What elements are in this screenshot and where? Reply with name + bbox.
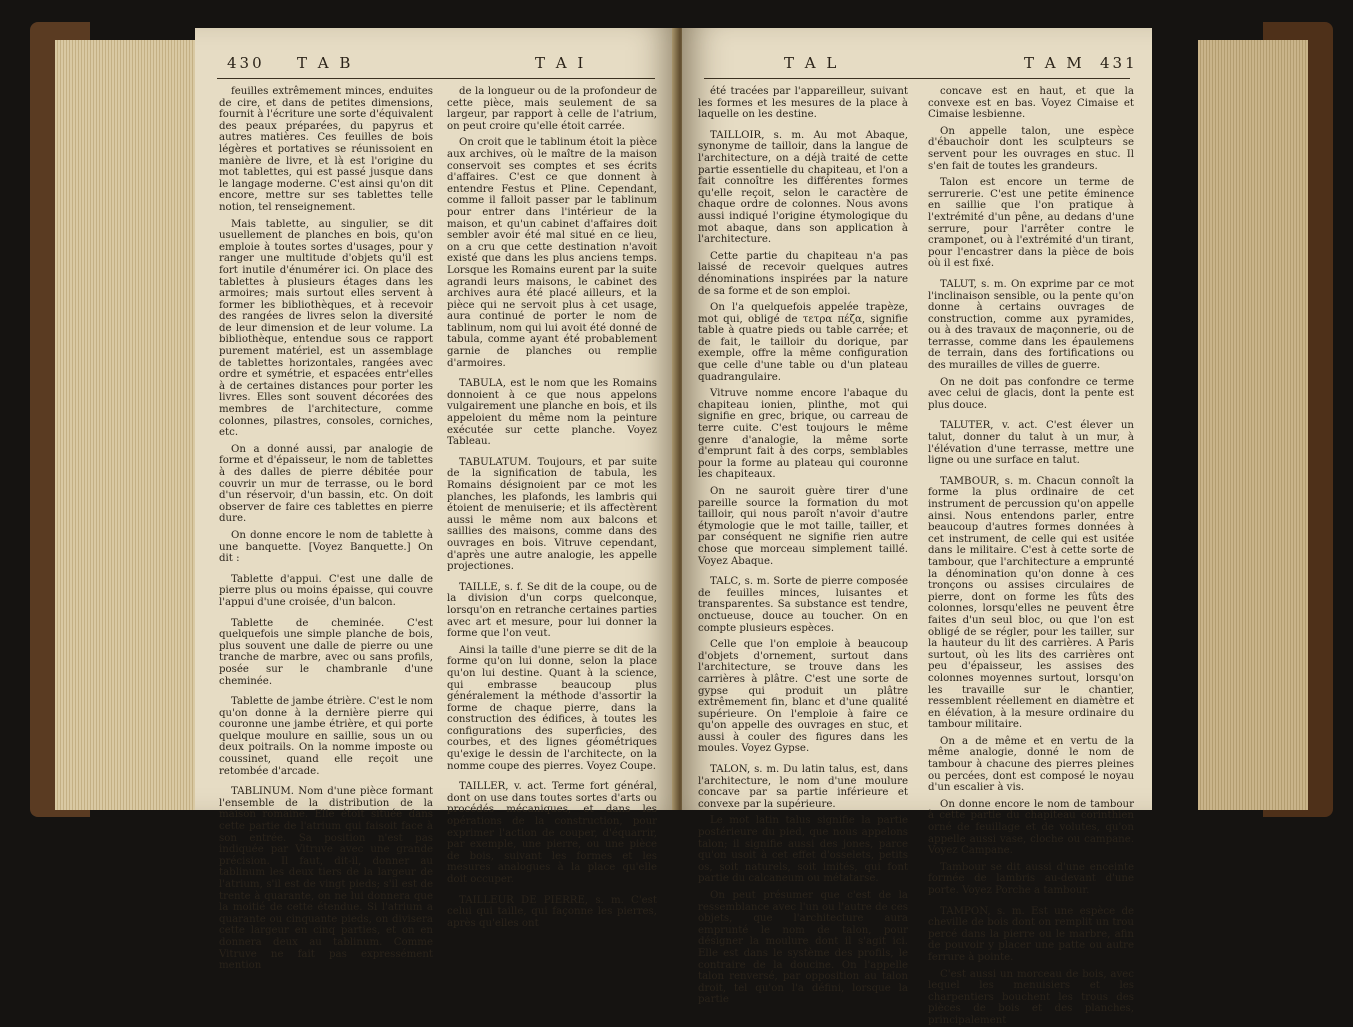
right-page — [682, 28, 1152, 1026]
paragraph: Cette partie du chapiteau n'a pas laissé de recevoir quelques autres dénominations inspirées par la nature de sa forme et de son emploi. — [698, 250, 908, 297]
paragraph: TALON, s. m. Du latin talus, est, dans l'architecture, le nom d'une moulure concave par sa partie inférieure et convexe par la supérieure. — [698, 764, 908, 810]
paragraph: TALC, s. m. Sorte de pierre composée de feuilles minces, luisantes et transparentes. Sa substance est tendre, onctueuse, douce au toucher. On en compte plusieurs espèces. — [698, 576, 908, 634]
left-column-1 — [219, 86, 433, 972]
paragraph: TABLINUM. Nom d'une pièce formant l'ensemble de la distribution de la maison romaine. Elle étoit située dans cette partie de l'atrium qui faisoit face à son entrée. Sa position n'est pas indiquée par Vitruve avec une grande précision. Il faut, dit-il, donner au tablinum les deux tiers de la largeur de l'atrium, s'il est de vingt pieds; s'il est de trente à quarante, on ne lui donnera que la moitié de cette étendue. Si l'atrium a quarante ou cinquante pieds, on divisera cette largeur en cinq parties, et on en donnera deux au tablinum. Comme Vitruve ne fait pas expressément mention — [219, 786, 433, 972]
paragraph: On donne encore le nom de tablette à une banquette. [Voyez Banquette.] On dit : — [219, 529, 433, 565]
paragraph: été tracées par l'appareilleur, suivant les formes et les mesures de la place à laquelle on les destine. — [698, 86, 908, 121]
paragraph: concave est en haut, et que la convexe est en bas. Voyez Cimaise et Cimaise lesbienne. — [928, 86, 1134, 121]
right-running-header — [704, 54, 1138, 80]
paragraph: de la longueur ou de la profondeur de cette pièce, mais seulement de sa largeur, par rapport à celle de l'atrium, on peut croire qu'elle étoit carrée. — [447, 86, 657, 132]
page-edges-left — [55, 40, 195, 810]
paragraph: TALUT, s. m. On exprime par ce mot l'inclinaison sensible, ou la pente qu'on donne à certains ouvrages de construction, comme aux pyramides, ou à des travaux de maçonnerie, ou de terrasse, comme dans les épaulemens de terrain, dans des fortifications ou des murailles de villes de guerre. — [928, 278, 1134, 372]
paragraph: Talon est encore un terme de serrurerie. C'est une petite éminence en saillie que l'on pratique à l'extrémité d'un pêne, au dedans d'une serrure, pour l'arrêter contre le cramponet, ou à l'extrémité d'un tirant, pour l'encastrer dans la pièce de bois où il est fixé. — [928, 177, 1134, 270]
paragraph: On l'a quelquefois appelée trapèze, mot qui, obligé de τετρα πέζα, signifie table à quatre pieds ou table carrée; et de fait, le tailloir du dorique, par exemple, offre la même configuration que celle d'une table ou d'un plateau quadrangulaire. — [698, 302, 908, 383]
paragraph: C'est aussi un morceau de bois, avec lequel les menuisiers et les charpentiers bouchent les trous des pièces de bois et des planches, principalement — [928, 968, 1134, 1026]
header-rule — [704, 78, 1130, 79]
paragraph: On donne encore le nom de tambour à cette partie du chapiteau corinthien orné de feuillage et de volutes, qu'on appelle aussi vase, cloche ou campane. Voyez Campane. — [928, 798, 1134, 857]
paragraph: Ainsi la taille d'une pierre se dit de la forme qu'on lui donne, selon la place qu'on lui destine. Quant à la science, qui embrasse beaucoup plus généralement la méthode d'assortir la forme de chaque pierre, dans la construction des édifices, à toutes les configurations des superficies, des courbes, et des lignes géométriques qu'exige le dessin de l'architecte, on la nomme coupe des pierres. Voyez Coupe. — [447, 644, 657, 772]
paragraph: TALUTER, v. act. C'est élever un talut, donner du talut à un mur, à l'élévation d'une terrasse, mettre une ligne ou une surface en talut. — [928, 420, 1134, 467]
paragraph: Tablette d'appui. C'est une dalle de pierre plus ou moins épaisse, qui couvre l'appui d'une croisée, d'un balcon. — [219, 573, 433, 608]
paragraph: On peut présumer que c'est de la ressemblance avec l'un ou l'autre de ces objets, que l'architecture aura emprunté le nom de talon, pour désigner la moulure dont il s'agit ici. Elle est dans le système des profils, le contraire de la doucine. On l'appelle talon renversé, par opposition au talon droit, tel qu'on l'a défini, lorsque la partie — [698, 890, 908, 1006]
paragraph: Le mot latin talus signifie la partie postérieure du pied, que nous appelons talon; il signifie aussi des jones, parce qu'on usoit à cet effet d'osselets, petits os, soit naturels, soit imités, qui font partie du calcaneum ou métatarse. — [698, 815, 908, 885]
paragraph: On a donné aussi, par analogie de forme et d'épaisseur, le nom de tablettes à des dalles de pierre débitée pour couvrir un mur de terrasse, ou le bord d'un réservoir, d'un bassin, etc. On doit observer de faire ces tablettes en pierre dure. — [219, 443, 433, 525]
right-column-2 — [928, 86, 1134, 1026]
running-head-right: T A M — [1024, 54, 1085, 72]
paragraph: Vitruve nomme encore l'abaque du chapiteau ionien, plinthe, mot qui signifie en grec, brique, ou carreau de terre cuite. C'est toujours le même genre d'analogie, la même sorte d'emprunt fait à des corps, semblables pour la forme au plateau qui couronne les chapiteaux. — [698, 388, 908, 481]
header-rule — [217, 78, 655, 79]
paragraph: On ne sauroit guère tirer d'une pareille source la formation du mot tailloir, qui nous paroît n'avoir d'autre étymologie que le mot taille, tailler, et par conséquent ne signifie rien autre chose que morceau simplement taillé. Voyez Abaque. — [698, 486, 908, 567]
paragraph: Mais tablette, au singulier, se dit usuellement de planches en bois, qu'on emploie à toutes sortes d'usages, pour y ranger une multitude d'objets qu'il est fort inutile d'énumérer ici. On place des tablettes à plusieurs étages dans les armoires; mais surtout elles servent à former les bibliothèques, et à recevoir des rangées de livres selon la diversité de leur dimension et de leur volume. La bibliothèque, entendue sous ce rapport purement matériel, est un assemblage de tablettes horizontales, rangées avec ordre et symétrie, et espacées entr'elles à de certaines distances pour porter les livres. Elles sont souvent décorées des membres de l'architecture, comme colonnes, pilastres, consoles, corniches, etc. — [219, 218, 433, 439]
paragraph: On a de même et en vertu de la même analogie, donné le nom de tambour à chacune des pierres pleines ou percées, dont est composé le noyau d'un escalier à vis. — [928, 735, 1134, 794]
running-head-left: T A L — [784, 54, 840, 72]
paragraph: TABULA, est le nom que les Romains donnoient à ce que nous appelons vulgairement une planche en bois, et ils appeloient du même nom la peinture exécutée sur cette planche. Voyez Tableau. — [447, 378, 657, 448]
paragraph: TAILLOIR, s. m. Au mot Abaque, synonyme de tailloir, dans la langue de l'architecture, on a déjà traité de cette partie essentielle du chapiteau, et l'on a fait connoître les différentes formes qu'elle reçoit, selon le caractère de chaque ordre de colonnes. Nous avons aussi indiqué l'origine étymologique du mot abaque, dans son application à l'architecture. — [698, 129, 908, 246]
paragraph: Tablette de jambe étrière. C'est le nom qu'on donne à la dernière pierre qui couronne une jambe étrière, et qui porte quelque moulure en saillie, sous un ou deux poitrails. On la nomme imposte ou coussinet, quand elle reçoit une retombée d'arcade. — [219, 696, 433, 777]
paragraph: TAILLEUR DE PIERRE, s. m. C'est celui qui taille, qui façonne les pierres, après qu'elles ont — [447, 894, 657, 929]
left-column-2 — [447, 86, 657, 929]
left-page — [195, 28, 677, 972]
paragraph: TAMBOUR, s. m. Chacun connoît la forme la plus ordinaire de cet instrument de percussion qu'on appelle ainsi. Nous entendons parler, entre beaucoup d'autres formes données à cet instrument, de celle qui est usitée dans le militaire. C'est à cette sorte de tambour, que l'architecture a emprunté la dénomination qu'on donne à ces tronçons ou assises circulaires de pierre, dont on forme les fûts des colonnes, lorsqu'elles ne peuvent être faites d'un seul bloc, ou que l'on est obligé de se régler, pour les tailler, sur la hauteur du lit des carrières. A Paris surtout, où les lits des carrières ont peu d'épaisseur, les assises des colonnes moyennes surtout, lorsqu'on les travaille sur le chantier, ressemblent réellement en diamètre et en élévation, à la mesure ordinaire du tambour militaire. — [928, 475, 1134, 731]
paragraph: TAILLER, v. act. Terme fort général, dont on use dans toutes sortes d'arts ou procédés mécaniques, et dans les opérations de la construction, pour exprimer l'action de couper, d'équarrir, par exemple, une pierre, ou une pièce de bois, suivant les formes et les mesures analogues à la place qu'elle doit occuper. — [447, 781, 657, 885]
running-head-left: T A B — [297, 54, 354, 72]
paragraph: Celle que l'on emploie à beaucoup d'objets d'ornement, surtout dans l'architecture, se trouve dans les carrières à plâtre. C'est une sorte de gypse qui produit un plâtre extrêmement fin, blanc et d'une qualité supérieure. On l'emploie à faire ce qu'on appelle des ouvrages en stuc, et aussi à couler des figures dans les moules. Voyez Gypse. — [698, 639, 908, 755]
page-number: 430 — [227, 54, 265, 72]
paragraph: Tablette de cheminée. C'est quelquefois une simple planche de bois, plus souvent une dalle de pierre ou une tranche de marbre, avec ou sans profils, posée sur le chambranle d'une cheminée. — [219, 617, 433, 687]
paragraph: On ne doit pas confondre ce terme avec celui de glacis, dont la pente est plus douce. — [928, 376, 1134, 411]
paragraph: feuilles extrêmement minces, enduites de cire, et dans de petites dimensions, fournit à l'écriture une sorte d'équivalent des peaux préparées, du papyrus et autres matières. Ces feuilles de bois légères et portatives se réunissoient en manière de livre, et là est l'origine du mot tablettes, qui est passé jusque dans le langage moderne. C'est ainsi qu'on dit encore, mettre sur ses tablettes telle notion, tel renseignement. — [219, 86, 433, 213]
left-running-header — [217, 54, 655, 80]
paragraph: TAILLE, s. f. Se dit de la coupe, ou de la division d'un corps quelconque, lorsqu'on en retranche certaines parties avec art et mesure, pour lui donner la forme que l'on veut. — [447, 581, 657, 640]
paragraph: TAMPON, s. m. Est une espèce de cheville de bois dont on remplit un trou percé dans la pierre ou le marbre, afin de pouvoir y placer une patte ou autre ferrure à pointe. — [928, 905, 1134, 963]
right-column-1 — [698, 86, 908, 1006]
paragraph: On croit que le tablinum étoit la pièce aux archives, où le maître de la maison conservoit ses comptes et ses écrits d'affaires. C'est ce que donnent à entendre Festus et Pline. Cependant, comme il falloit passer par le tablinum pour entrer dans l'intérieur de la maison, et qu'un cabinet d'affaires doit sembler avoir été mal situé en ce lieu, on a cru que cette destination n'avoit existé que dans les plus anciens temps. Lorsque les Romains eurent par la suite agrandi leurs maisons, le cabinet des archives aura été placé ailleurs, et la pièce qui ne servoit plus à cet usage, aura continué de porter le nom de tablinum, nom qui lui avoit été donné de tabula, comme ayant été probablement garnie de planches ou remplie d'armoires. — [447, 137, 657, 369]
page-edges-right — [1198, 40, 1308, 810]
paragraph: On appelle talon, une espèce d'ébauchoir dont les sculpteurs se servent pour les ouvrages en stuc. Il s'en fait de toutes les grandeurs. — [928, 125, 1134, 172]
page-number: 431 — [1100, 54, 1138, 72]
running-head-right: T A I — [535, 54, 587, 72]
paragraph: Tambour se dit aussi d'une enceinte formée de lambris au-devant d'une porte. Voyez Porche a tambour. — [928, 861, 1134, 896]
paragraph: TABULATUM. Toujours, et par suite de la signification de tabula, les Romains désignoient par ce mot les planches, les plafonds, les lambris qui étoient de menuiserie; et ils affectèrent aussi le même nom aux balcons et saillies des maisons, comme dans des ouvrages en bois. Vitruve cependant, d'après une autre analogie, les appelle projectiones. — [447, 456, 657, 573]
